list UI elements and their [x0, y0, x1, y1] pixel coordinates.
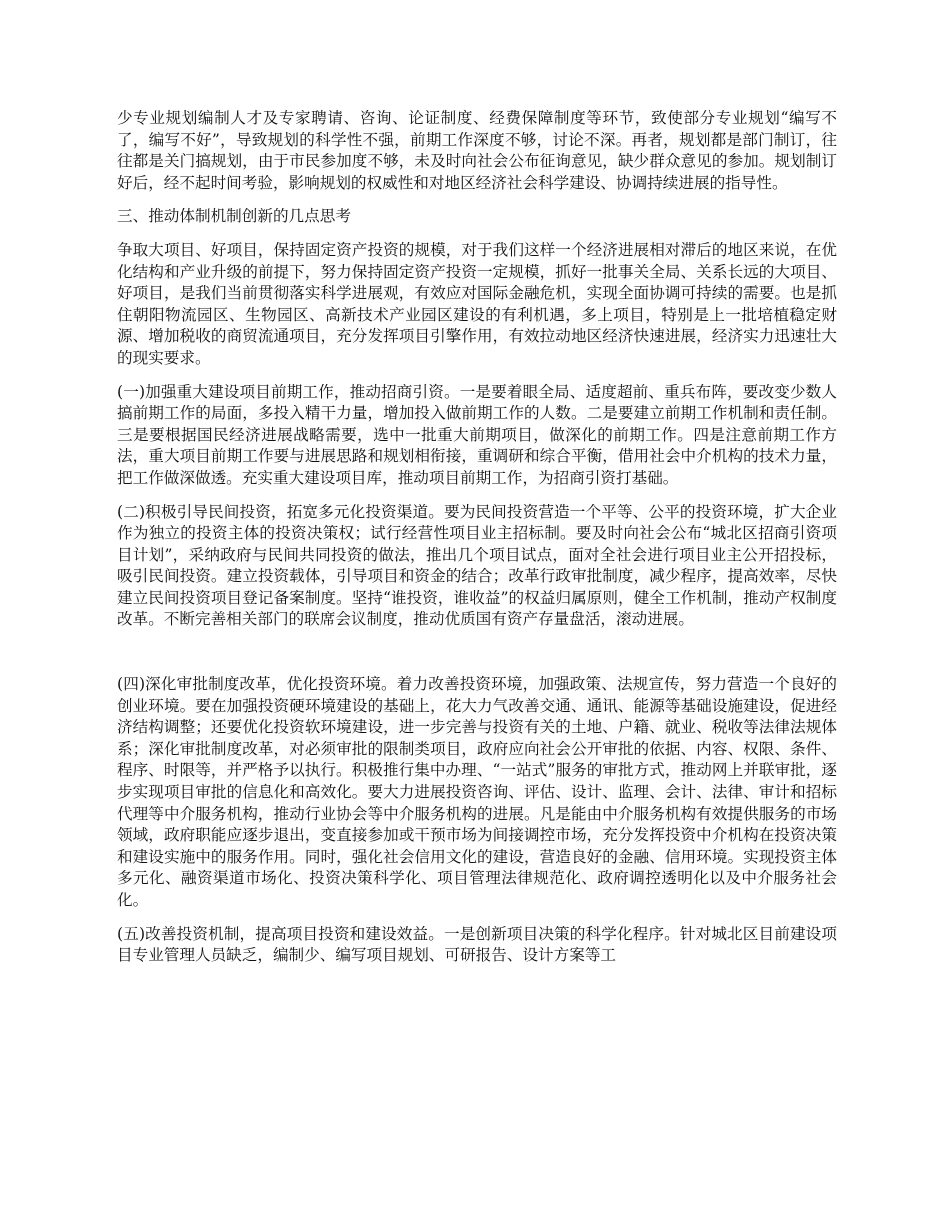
section-heading: 三、推动体制机制创新的几点思考	[117, 207, 351, 226]
paragraph-item-2: (二)积极引导民间投资，拓宽多元化投资渠道。要为民间投资营造一个平等、公平的投资环境，扩大企业作为独立的投资主体的投资决策权；试行经营性项目业主招标制。要及时向社会公布“城北区招商引资项目计划”，采纳政府与民间共同投资的做法，推出几个项目试点，面对全社会进行项目业主公开招投标，吸引民间投资。建立投资载体，引导项目和资金的结合；改革行政审批制度，减少程序，提高效率，尽快建立民间投资项目登记备案制度。坚持“谁投资，谁收益”的权益归属原则，健全工作机制，推动产权制度改革。不断完善相关部门的联席会议制度，推动优质国有资产存量盘活，滚动进展。	[117, 502, 837, 629]
paragraph-item-4: (四)深化审批制度改革，优化投资环境。着力改善投资环境，加强政策、法规宣传，努力营造一个良好的创业环境。要在加强投资硬环境建设的基础上，花大力气改善交通、通讯、能源等基础设施建设，促进经济结构调整；还要优化投资软环境建设，进一步完善与投资有关的土地、户籍、就业、税收等法律法规体系；深化审批制度改革，对必须审批的限制类项目，政府应向社会公开审批的依据、内容、权限、条件、程序、时限等，并严格予以执行。积极推行集中办理、“一站式”服务的审批方式，推动网上并联审批，逐步实现项目审批的信息化和高效化。要大力进展投资咨询、评估、设计、监理、会计、法律、审计和招标代理等中介服务机构，推动行业协会等中介服务机构的进展。凡是能由中介服务机构有效提供服务的市场领域，政府职能应逐步退出，变直接参加或干预市场为间接调控市场，充分发挥投资中介机构在投资决策和建设实施中的服务作用。同时，强化社会信用文化的建设，营造良好的金融、信用环境。实现投资主体多元化、融资渠道市场化、投资决策科学化、项目管理法律规范化、政府调控透明化以及中介服务社会化。	[117, 675, 837, 909]
paragraph-planning-issues: 少专业规划编制人才及专家聘请、咨询、论证制度、经费保障制度等环节，致使部分专业规划“编写不了，编写不好”，导致规划的科学性不强，前期工作深度不够，讨论不深。再者，规划都是部门制订，往往都是关门搞规划，由于市民参加度不够，未及时向社会公布征询意见，缺少群众意见的参加。规划制订好后，经不起时间考验，影响规划的权威性和对地区经济社会科学建设、协调持续进展的指导性。	[117, 109, 837, 192]
paragraph-item-5: (五)改善投资机制，提高项目投资和建设效益。一是创新项目决策的科学化程序。针对城北区目前建设项目专业管理人员缺乏，编制少、编写项目规划、可研报告、设计方案等工	[117, 924, 837, 965]
paragraph-item-1: (一)加强重大建设项目前期工作，推动招商引资。一是要着眼全局、适度超前、重兵布阵，要改变少数人搞前期工作的局面，多投入精干力量，增加投入做前期工作的人数。二是要建立前期工作机制和责任制。三是要根据国民经济进展战略需要，选中一批重大前期项目，做深化的前期工作。四是注意前期工作方法，重大项目前期工作要与进展思路和规划相衔接，重调研和综合平衡，借用社会中介机构的技术力量，把工作做深做透。充实重大建设项目库，推动项目前期工作，为招商引资打基础。	[117, 382, 837, 487]
blank-gap	[117, 643, 837, 674]
document-page	[117, 108, 837, 979]
paragraph-major-projects: 争取大项目、好项目，保持固定资产投资的规模，对于我们这样一个经济进展相对滞后的地区来说，在优化结构和产业升级的前提下，努力保持固定资产投资一定规模，抓好一批事关全局、关系长远的大项目、好项目，是我们当前贯彻落实科学进展观，有效应对国际金融危机，实现全面协调可持续的需要。也是抓住朝阳物流园区、生物园区、高新技术产业园区建设的有利机遇，多上项目，特别是上一批培植稳定财源、增加税收的商贸流通项目，充分发挥项目引擎作用，有效拉动地区经济快速进展，经济实力迅速壮大的现实要求。	[117, 240, 837, 367]
